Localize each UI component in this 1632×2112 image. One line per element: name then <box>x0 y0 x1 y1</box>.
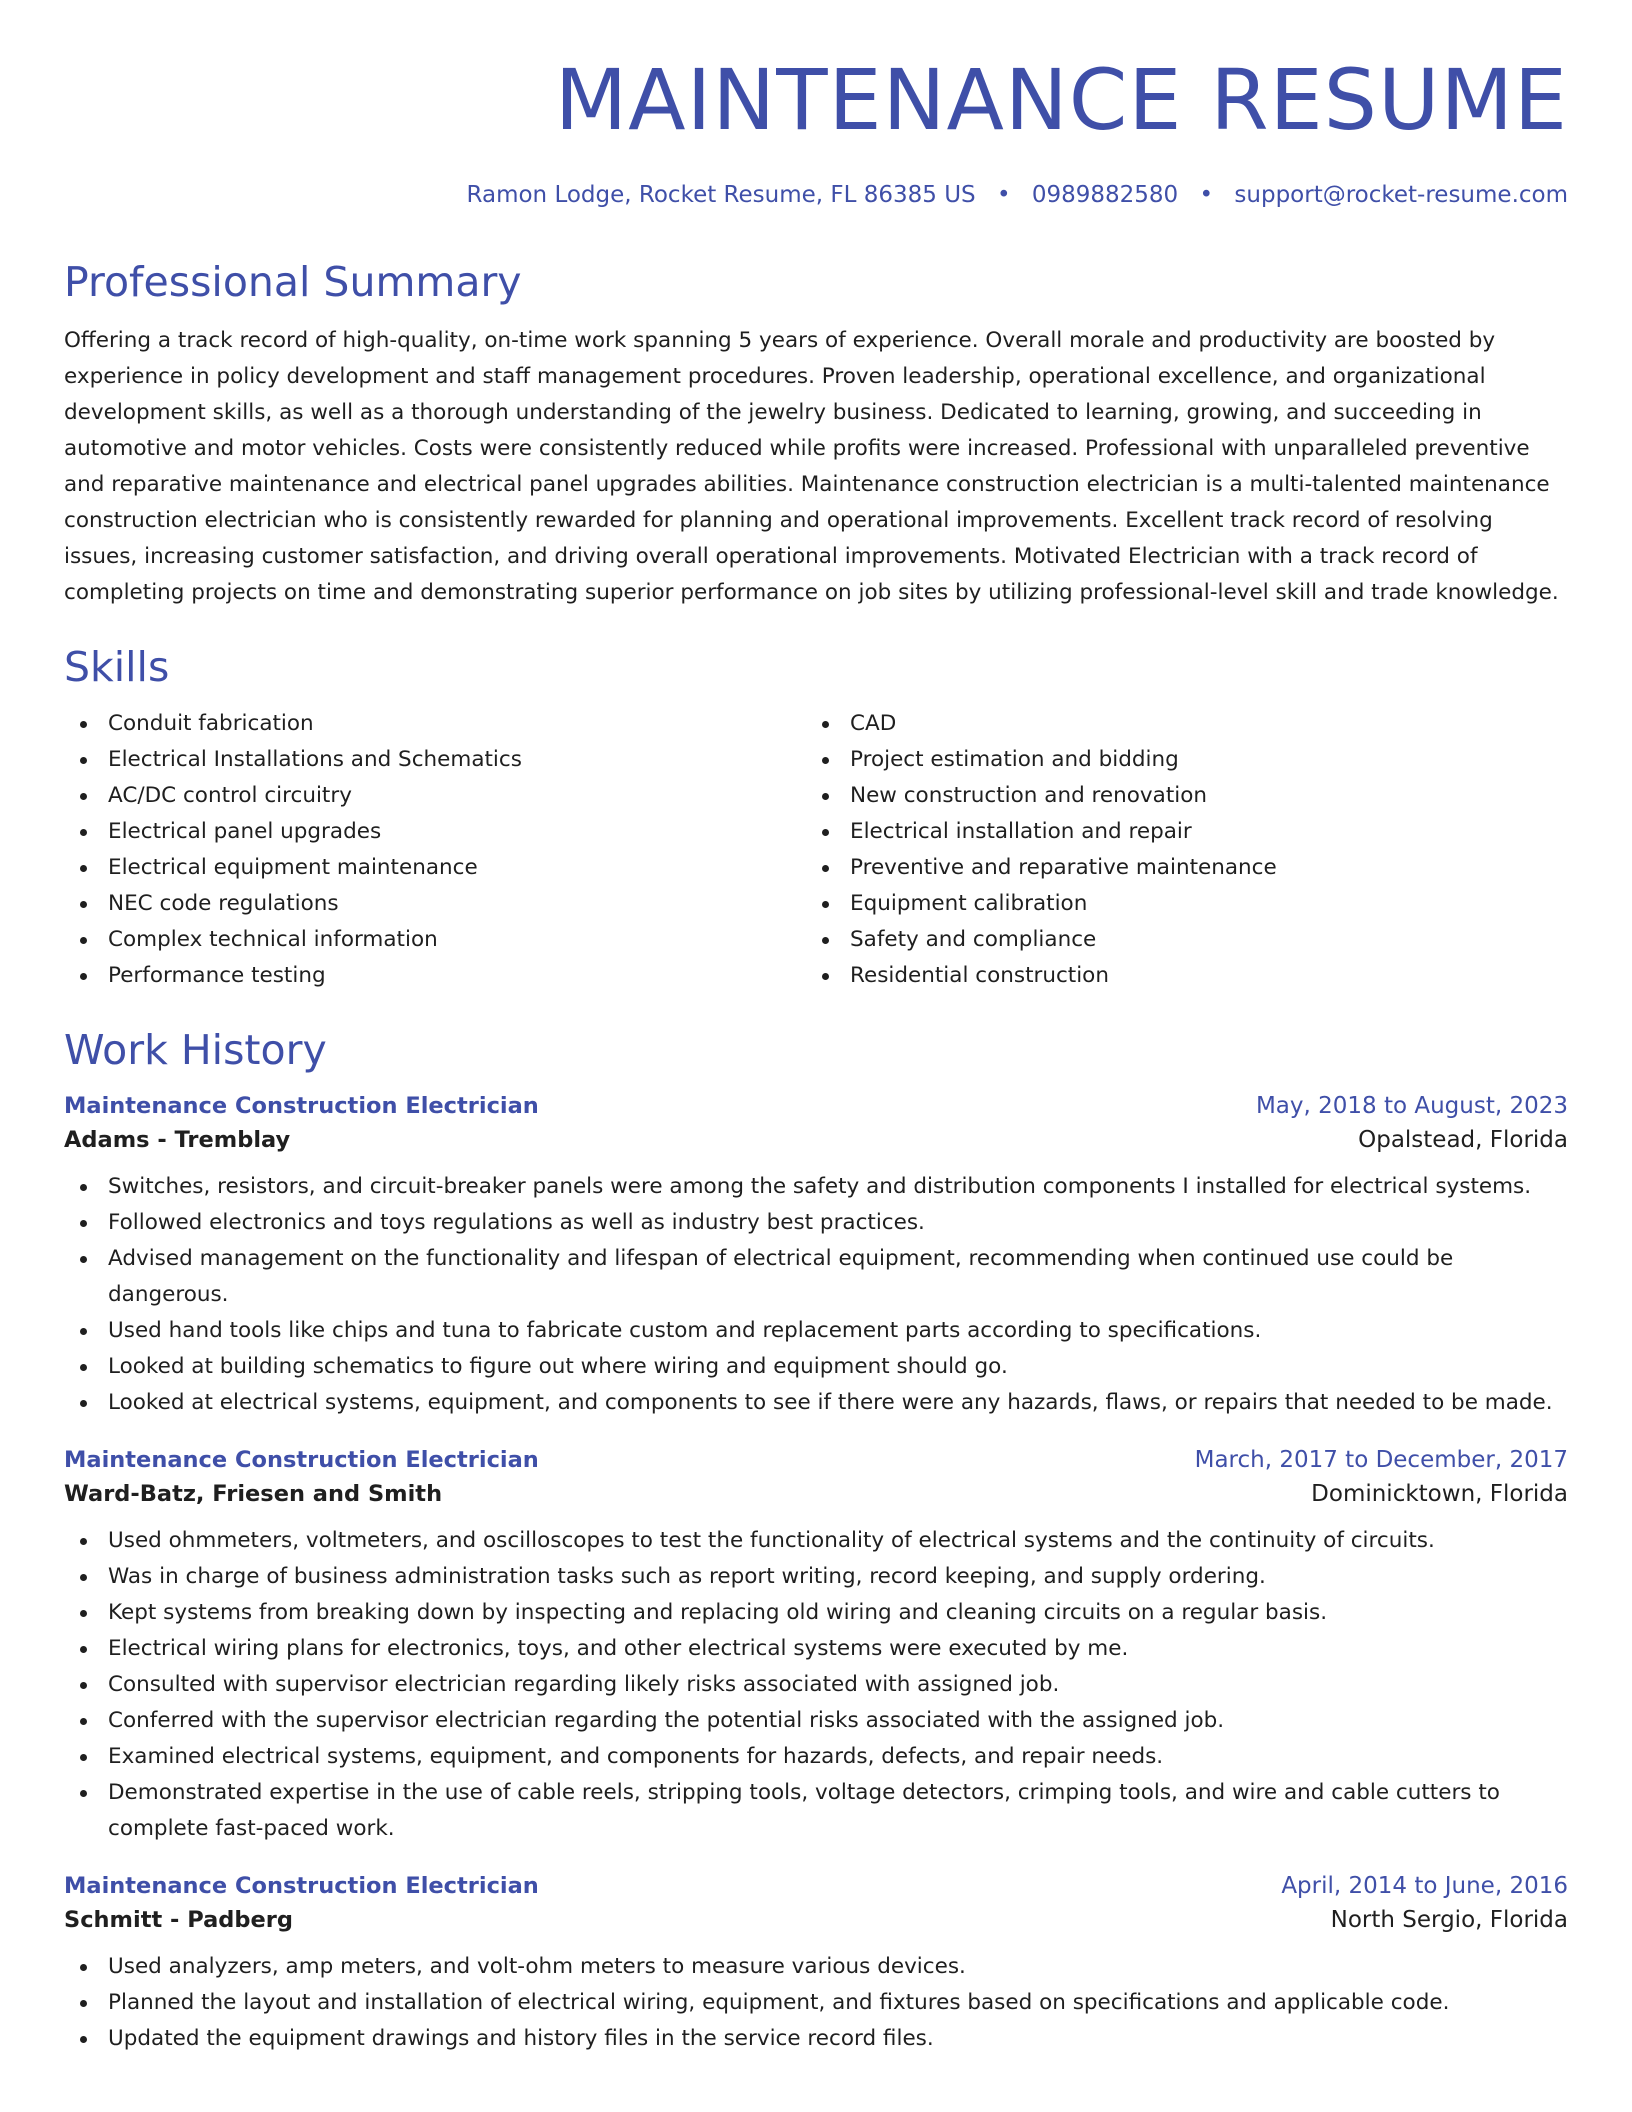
job-bullet: Looked at building schematics to figure out where wiring and equipment should go. <box>64 1349 1568 1385</box>
contact-separator: • <box>1199 182 1214 208</box>
job-bullet: Conferred with the supervisor electrician regarding the potential risks associated with the assigned job. <box>64 1703 1568 1739</box>
skill-item: New construction and renovation <box>806 778 1568 814</box>
contact-email[interactable]: support@rocket-resume.com <box>1234 182 1568 208</box>
job-dates: March, 2017 to December, 2017 <box>1194 1447 1568 1474</box>
skill-item: Project estimation and bidding <box>806 742 1568 778</box>
contact-line <box>64 182 1568 208</box>
summary-text: Offering a track record of high-quality, on-time work spanning 5 years of experience. Overall morale and productivity are boosted by experience in policy development and staff management procedures. Proven leadership, operational excellence, and organizational development skills, as well as a thorough understanding of the jewelry business. Dedicated to learning, growing, and succeeding in automotive and motor vehicles. Costs were consistently reduced while profits were increased. Professional with unparalleled preventive and reparative maintenance and electrical panel upgrades abilities. Maintenance construction electrician is a multi-talented maintenance construction electrician who is consistently rewarded for planning and operational improvements. Excellent track record of resolving issues, increasing customer satisfaction, and driving overall operational improvements. Motivated Electrician with a track record of completing projects on time and demonstrating superior performance on job sites by utilizing professional-level skill and trade knowledge. <box>64 328 1559 606</box>
job-company: Adams - Tremblay <box>64 1127 291 1154</box>
skill-item: Preventive and reparative maintenance <box>806 850 1568 886</box>
job-bullet: Electrical wiring plans for electronics, toys, and other electrical systems were executed by me. <box>64 1631 1568 1667</box>
skills-heading: Skills <box>64 643 170 692</box>
job-title: Maintenance Construction Electrician <box>64 1093 539 1120</box>
work-history-heading: Work History <box>64 1026 327 1075</box>
job-dates: May, 2018 to August, 2023 <box>1255 1093 1568 1120</box>
job-bullet: Updated the equipment drawings and history files in the service record files. <box>64 2021 1568 2057</box>
contact-separator: • <box>996 182 1011 208</box>
skills-grid <box>64 706 1568 994</box>
skill-item: AC/DC control circuitry <box>64 778 806 814</box>
skill-item: CAD <box>806 706 1568 742</box>
skill-item: Electrical panel upgrades <box>64 814 806 850</box>
job-title: Maintenance Construction Electrician <box>64 1447 539 1474</box>
contact-phone[interactable]: 0989882580 <box>1031 182 1179 208</box>
job-company: Ward-Batz, Friesen and Smith <box>64 1481 443 1508</box>
job-bullets <box>64 1523 1568 1847</box>
skill-item: Conduit fabrication <box>64 706 806 742</box>
job-bullet: Examined electrical systems, equipment, and components for hazards, defects, and repair needs. <box>64 1739 1568 1775</box>
job-bullet: Used ohmmeters, voltmeters, and oscilloscopes to test the functionality of electrical systems and the continuity of circuits. <box>64 1523 1568 1559</box>
skill-item: Equipment calibration <box>806 886 1568 922</box>
skill-item: Electrical equipment maintenance <box>64 850 806 886</box>
skill-item: Performance testing <box>64 958 806 994</box>
skill-item: Safety and compliance <box>806 922 1568 958</box>
job-bullet: Was in charge of business administration tasks such as report writing, record keeping, and supply ordering. <box>64 1559 1568 1595</box>
job-location: North Sergio, Florida <box>1330 1907 1568 1934</box>
job-bullet: Followed electronics and toys regulations as well as industry best practices. <box>64 1205 1568 1241</box>
job-dates: April, 2014 to June, 2016 <box>1281 1873 1568 1900</box>
job-bullet: Used analyzers, amp meters, and volt-ohm meters to measure various devices. <box>64 1949 1568 1985</box>
job-location: Opalstead, Florida <box>1358 1127 1568 1154</box>
skills-list-left <box>64 706 806 994</box>
job-bullet: Consulted with supervisor electrician regarding likely risks associated with assigned job. <box>64 1667 1568 1703</box>
contact-address: Ramon Lodge, Rocket Resume, FL 86385 US <box>466 182 976 208</box>
skill-item: Electrical installation and repair <box>806 814 1568 850</box>
skill-item: Residential construction <box>806 958 1568 994</box>
job-entry <box>64 1873 1568 2057</box>
job-bullet: Used hand tools like chips and tuna to fabricate custom and replacement parts according to specifications. <box>64 1313 1568 1349</box>
skill-item: Complex technical information <box>64 922 806 958</box>
job-bullet: Kept systems from breaking down by inspecting and replacing old wiring and cleaning circuits on a regular basis. <box>64 1595 1568 1631</box>
skill-item: NEC code regulations <box>64 886 806 922</box>
job-bullet: Demonstrated expertise in the use of cable reels, stripping tools, voltage detectors, crimping tools, and wire and cable cutters to complete fast-paced work. <box>64 1775 1568 1847</box>
job-company: Schmitt - Padberg <box>64 1907 293 1934</box>
job-entry <box>64 1447 1568 1847</box>
job-location: Dominicktown, Florida <box>1311 1481 1568 1508</box>
skills-list-right <box>806 706 1568 994</box>
job-bullet: Switches, resistors, and circuit-breaker panels were among the safety and distribution components I installed for electrical systems. <box>64 1169 1568 1205</box>
job-bullet: Advised management on the functionality and lifespan of electrical equipment, recommending when continued use could be dangerous. <box>64 1241 1568 1313</box>
job-bullet: Looked at electrical systems, equipment, and components to see if there were any hazards, flaws, or repairs that needed to be made. <box>64 1385 1568 1421</box>
job-title: Maintenance Construction Electrician <box>64 1873 539 1900</box>
skill-item: Electrical Installations and Schematics <box>64 742 806 778</box>
summary-heading: Professional Summary <box>64 258 522 306</box>
job-bullet: Planned the layout and installation of electrical wiring, equipment, and fixtures based on specifications and applicable code. <box>64 1985 1568 2021</box>
job-bullets <box>64 1949 1568 2057</box>
job-bullets <box>64 1169 1568 1421</box>
resume-title: MAINTENANCE RESUME <box>554 51 1568 149</box>
job-entry <box>64 1093 1568 1421</box>
